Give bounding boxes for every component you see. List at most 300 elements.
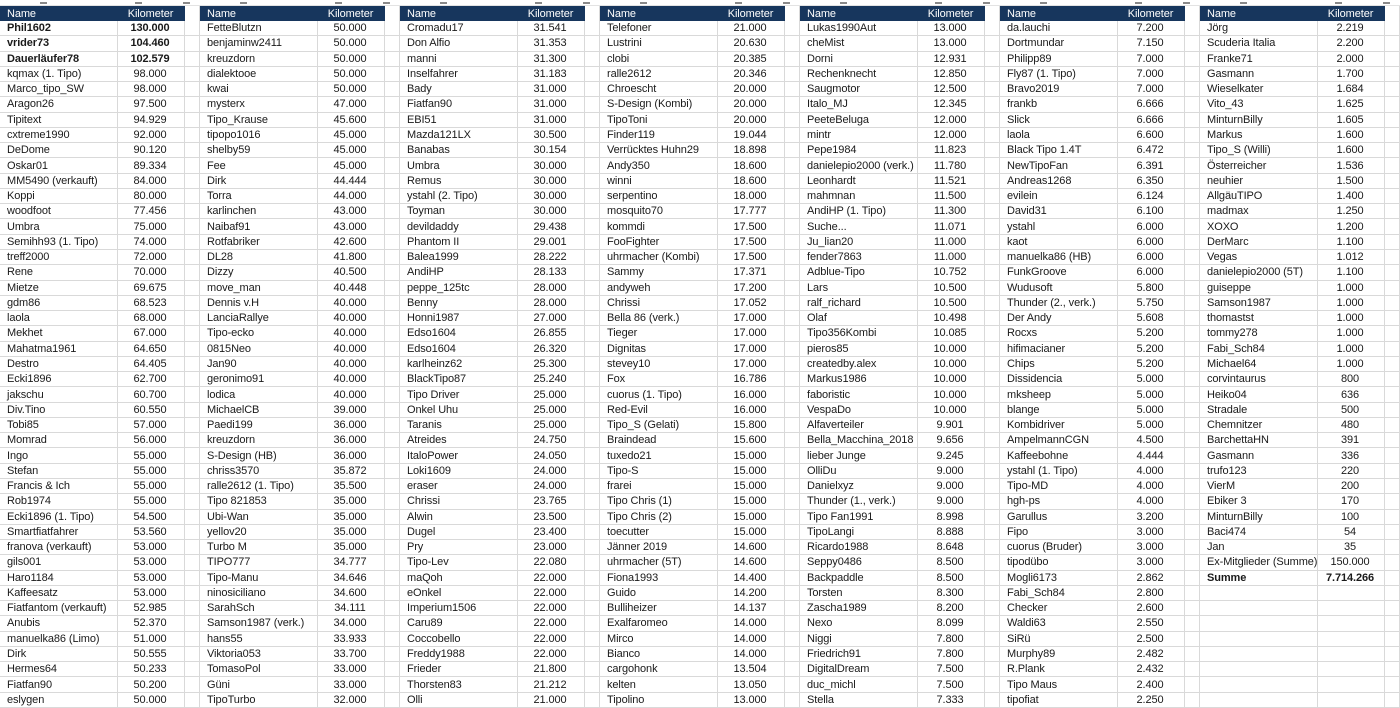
kilometer-cell[interactable]: 55.000 [118, 494, 185, 509]
name-cell[interactable]: eOnkel [400, 586, 518, 601]
kilometer-cell[interactable]: 15.000 [718, 448, 785, 463]
kilometer-cell[interactable]: 45.000 [318, 158, 385, 173]
name-cell[interactable]: AndiHP [400, 265, 518, 280]
name-cell[interactable]: Philipp89 [1000, 52, 1118, 67]
name-cell[interactable]: Fiatfantom (verkauft) [0, 601, 118, 616]
name-cell[interactable]: ystahl (1. Tipo) [1000, 464, 1118, 479]
kilometer-cell[interactable]: 42.600 [318, 235, 385, 250]
name-cell[interactable]: Waldi63 [1000, 616, 1118, 631]
kilometer-cell[interactable]: 6.100 [1118, 204, 1185, 219]
kilometer-cell[interactable]: 18.898 [718, 143, 785, 158]
kilometer-cell[interactable]: 51.000 [118, 632, 185, 647]
kilometer-cell[interactable]: 12.931 [918, 52, 985, 67]
kilometer-cell[interactable]: 15.600 [718, 433, 785, 448]
kilometer-cell[interactable]: 35.000 [318, 510, 385, 525]
name-cell[interactable]: Lustrini [600, 36, 718, 51]
kilometer-cell[interactable]: 4.000 [1118, 479, 1185, 494]
kilometer-cell[interactable]: 97.500 [118, 97, 185, 112]
name-cell[interactable]: danielepio2000 (verk.) [800, 158, 918, 173]
name-cell[interactable]: Exalfaromeo [600, 616, 718, 631]
name-cell[interactable]: David31 [1000, 204, 1118, 219]
kilometer-cell[interactable]: 7.000 [1118, 52, 1185, 67]
kilometer-cell[interactable]: 15.000 [718, 525, 785, 540]
column-header-name[interactable]: Name [1000, 6, 1118, 21]
name-cell[interactable]: cxtreme1990 [0, 128, 118, 143]
name-cell[interactable]: SarahSch [200, 601, 318, 616]
kilometer-cell[interactable]: 11.000 [918, 235, 985, 250]
kilometer-cell[interactable]: 12.000 [918, 113, 985, 128]
name-cell[interactable]: ralf_richard [800, 296, 918, 311]
kilometer-cell[interactable]: 64.405 [118, 357, 185, 372]
name-cell[interactable]: kreuzdorn [200, 433, 318, 448]
name-cell[interactable]: Red-Evil [600, 403, 718, 418]
name-cell[interactable]: Umbra [0, 219, 118, 234]
kilometer-cell[interactable]: 56.000 [118, 433, 185, 448]
kilometer-cell[interactable]: 60.700 [118, 387, 185, 402]
name-cell[interactable]: Fiatfan90 [400, 97, 518, 112]
name-cell[interactable]: MinturnBilly [1200, 510, 1318, 525]
kilometer-cell[interactable]: 2.482 [1118, 647, 1185, 662]
name-cell[interactable] [1200, 662, 1318, 677]
name-cell[interactable]: PeeteBeluga [800, 113, 918, 128]
kilometer-cell[interactable]: 21.000 [518, 693, 585, 708]
name-cell[interactable]: cuorus (1. Tipo) [600, 387, 718, 402]
kilometer-cell[interactable]: 31.183 [518, 67, 585, 82]
kilometer-cell[interactable]: 72.000 [118, 250, 185, 265]
name-cell[interactable]: Thunder (1., verk.) [800, 494, 918, 509]
kilometer-cell[interactable]: 22.000 [518, 571, 585, 586]
name-cell[interactable]: Braindead [600, 433, 718, 448]
kilometer-cell[interactable]: 17.000 [718, 357, 785, 372]
kilometer-cell[interactable]: 17.000 [718, 342, 785, 357]
name-cell[interactable]: Kaffeesatz [0, 586, 118, 601]
name-cell[interactable]: serpentino [600, 189, 718, 204]
name-cell[interactable]: Der Andy [1000, 311, 1118, 326]
kilometer-cell[interactable]: 50.000 [118, 693, 185, 708]
column-header-kilometer[interactable]: Kilometer [318, 6, 385, 21]
kilometer-cell[interactable]: 5.000 [1118, 418, 1185, 433]
kilometer-cell[interactable]: 1.250 [1318, 204, 1385, 219]
name-cell[interactable]: Dauerläufer78 [0, 52, 118, 67]
name-cell[interactable]: Tipo_S (Willi) [1200, 143, 1318, 158]
name-cell[interactable]: Imperium1506 [400, 601, 518, 616]
name-cell[interactable]: Caru89 [400, 616, 518, 631]
kilometer-cell[interactable]: 6.000 [1118, 235, 1185, 250]
kilometer-cell[interactable]: 21.000 [718, 21, 785, 36]
kilometer-cell[interactable]: 40.000 [318, 311, 385, 326]
name-cell[interactable]: Chroescht [600, 82, 718, 97]
kilometer-cell[interactable] [1318, 647, 1385, 662]
kilometer-cell[interactable]: 1.684 [1318, 82, 1385, 97]
kilometer-cell[interactable]: 80.000 [118, 189, 185, 204]
kilometer-cell[interactable]: 35.872 [318, 464, 385, 479]
name-cell[interactable]: Tipo-S [600, 464, 718, 479]
kilometer-cell[interactable]: 21.800 [518, 662, 585, 677]
name-cell[interactable]: ralle2612 [600, 67, 718, 82]
kilometer-cell[interactable]: 6.124 [1118, 189, 1185, 204]
name-cell[interactable]: da.lauchi [1000, 21, 1118, 36]
column-header-name[interactable]: Name [800, 6, 918, 21]
name-cell[interactable]: Ecki1896 (1. Tipo) [0, 510, 118, 525]
name-cell[interactable]: Stella [800, 693, 918, 708]
kilometer-cell[interactable]: 23.000 [518, 540, 585, 555]
name-cell[interactable]: Ecki1896 [0, 372, 118, 387]
name-cell[interactable]: mahmnan [800, 189, 918, 204]
kilometer-cell[interactable]: 9.000 [918, 479, 985, 494]
column-header-kilometer[interactable]: Kilometer [918, 6, 985, 21]
name-cell[interactable]: Tipo-ecko [200, 326, 318, 341]
kilometer-cell[interactable]: 34.777 [318, 555, 385, 570]
name-cell[interactable]: devildaddy [400, 219, 518, 234]
kilometer-cell[interactable]: 26.855 [518, 326, 585, 341]
name-cell[interactable]: VespaDo [800, 403, 918, 418]
name-cell[interactable]: AllgäuTIPO [1200, 189, 1318, 204]
name-cell[interactable]: evilein [1000, 189, 1118, 204]
kilometer-cell[interactable]: 1.000 [1318, 326, 1385, 341]
name-cell[interactable]: Turbo M [200, 540, 318, 555]
name-cell[interactable]: ystahl (2. Tipo) [400, 189, 518, 204]
kilometer-cell[interactable]: 14.000 [718, 616, 785, 631]
kilometer-cell[interactable]: 6.600 [1118, 128, 1185, 143]
name-cell[interactable]: Ricardo1988 [800, 540, 918, 555]
name-cell[interactable]: Honni1987 [400, 311, 518, 326]
kilometer-cell[interactable]: 55.000 [118, 448, 185, 463]
kilometer-cell[interactable]: 31.300 [518, 52, 585, 67]
name-cell[interactable]: tipofiat [1000, 693, 1118, 708]
kilometer-cell[interactable]: 2.219 [1318, 21, 1385, 36]
kilometer-cell[interactable]: 14.137 [718, 601, 785, 616]
kilometer-cell[interactable]: 30.000 [518, 158, 585, 173]
kilometer-cell[interactable]: 10.085 [918, 326, 985, 341]
kilometer-cell[interactable]: 7.714.266 [1318, 571, 1385, 586]
name-cell[interactable]: Oskar01 [0, 158, 118, 173]
name-cell[interactable]: Black Tipo 1.4T [1000, 143, 1118, 158]
kilometer-cell[interactable]: 5.000 [1118, 403, 1185, 418]
kilometer-cell[interactable]: 170 [1318, 494, 1385, 509]
kilometer-cell[interactable]: 17.052 [718, 296, 785, 311]
name-cell[interactable]: kommdi [600, 219, 718, 234]
column-header-name[interactable]: Name [400, 6, 518, 21]
kilometer-cell[interactable]: 16.000 [718, 403, 785, 418]
kilometer-cell[interactable]: 20.385 [718, 52, 785, 67]
name-cell[interactable]: pieros85 [800, 342, 918, 357]
kilometer-cell[interactable]: 1.600 [1318, 143, 1385, 158]
kilometer-cell[interactable]: 45.000 [318, 128, 385, 143]
kilometer-cell[interactable]: 7.200 [1118, 21, 1185, 36]
kilometer-cell[interactable]: 22.000 [518, 632, 585, 647]
kilometer-cell[interactable]: 100 [1318, 510, 1385, 525]
kilometer-cell[interactable]: 8.200 [918, 601, 985, 616]
kilometer-cell[interactable]: 220 [1318, 464, 1385, 479]
name-cell[interactable]: fender7863 [800, 250, 918, 265]
name-cell[interactable]: DerMarc [1200, 235, 1318, 250]
kilometer-cell[interactable]: 1.400 [1318, 189, 1385, 204]
kilometer-cell[interactable]: 11.823 [918, 143, 985, 158]
name-cell[interactable]: winni [600, 174, 718, 189]
kilometer-cell[interactable]: 25.000 [518, 418, 585, 433]
kilometer-cell[interactable]: 2.550 [1118, 616, 1185, 631]
name-cell[interactable]: tommy278 [1200, 326, 1318, 341]
kilometer-cell[interactable]: 150.000 [1318, 555, 1385, 570]
name-cell[interactable]: gdm86 [0, 296, 118, 311]
name-cell[interactable]: Michael64 [1200, 357, 1318, 372]
name-cell[interactable]: mosquito70 [600, 204, 718, 219]
kilometer-cell[interactable]: 2.432 [1118, 662, 1185, 677]
kilometer-cell[interactable]: 31.541 [518, 21, 585, 36]
kilometer-cell[interactable] [1318, 662, 1385, 677]
kilometer-cell[interactable]: 1.600 [1318, 128, 1385, 143]
name-cell[interactable]: DigitalDream [800, 662, 918, 677]
kilometer-cell[interactable]: 52.370 [118, 616, 185, 631]
name-cell[interactable]: Tipo Maus [1000, 677, 1118, 692]
kilometer-cell[interactable]: 54 [1318, 525, 1385, 540]
kilometer-cell[interactable]: 8.500 [918, 555, 985, 570]
kilometer-cell[interactable]: 41.800 [318, 250, 385, 265]
name-cell[interactable]: S-Design (HB) [200, 448, 318, 463]
kilometer-cell[interactable]: 33.700 [318, 647, 385, 662]
kilometer-cell[interactable]: 34.646 [318, 571, 385, 586]
name-cell[interactable]: Dennis v.H [200, 296, 318, 311]
name-cell[interactable]: Vegas [1200, 250, 1318, 265]
kilometer-cell[interactable]: 36.000 [318, 418, 385, 433]
name-cell[interactable]: Tipo-Manu [200, 571, 318, 586]
column-header-kilometer[interactable]: Kilometer [518, 6, 585, 21]
name-cell[interactable]: yellov20 [200, 525, 318, 540]
name-cell[interactable]: Chips [1000, 357, 1118, 372]
name-cell[interactable]: Mahatma1961 [0, 342, 118, 357]
name-cell[interactable]: Banabas [400, 143, 518, 158]
name-cell[interactable]: Rotfabriker [200, 235, 318, 250]
kilometer-cell[interactable]: 50.000 [318, 36, 385, 51]
name-cell[interactable]: cuorus (Bruder) [1000, 540, 1118, 555]
kilometer-cell[interactable]: 1.100 [1318, 265, 1385, 280]
kilometer-cell[interactable]: 14.600 [718, 540, 785, 555]
name-cell[interactable]: Tipo_S (Gelati) [600, 418, 718, 433]
name-cell[interactable]: Slick [1000, 113, 1118, 128]
name-cell[interactable]: Freddy1988 [400, 647, 518, 662]
name-cell[interactable]: mysterx [200, 97, 318, 112]
kilometer-cell[interactable]: 13.050 [718, 677, 785, 692]
kilometer-cell[interactable]: 33.933 [318, 632, 385, 647]
name-cell[interactable]: shelby59 [200, 143, 318, 158]
name-cell[interactable]: Tipo Fan1991 [800, 510, 918, 525]
name-cell[interactable]: Scuderia Italia [1200, 36, 1318, 51]
kilometer-cell[interactable]: 7.150 [1118, 36, 1185, 51]
name-cell[interactable]: Alfaverteiler [800, 418, 918, 433]
kilometer-cell[interactable]: 50.000 [318, 82, 385, 97]
name-cell[interactable]: Wieselkater [1200, 82, 1318, 97]
kilometer-cell[interactable]: 50.233 [118, 662, 185, 677]
name-cell[interactable]: Kaffeebohne [1000, 448, 1118, 463]
kilometer-cell[interactable]: 50.000 [318, 52, 385, 67]
name-cell[interactable]: Stradale [1200, 403, 1318, 418]
kilometer-cell[interactable]: 34.000 [318, 616, 385, 631]
kilometer-cell[interactable]: 18.000 [718, 189, 785, 204]
name-cell[interactable]: AmpelmannCGN [1000, 433, 1118, 448]
name-cell[interactable]: Semihh93 (1. Tipo) [0, 235, 118, 250]
kilometer-cell[interactable]: 20.000 [718, 113, 785, 128]
name-cell[interactable]: cheMist [800, 36, 918, 51]
name-cell[interactable]: kelten [600, 677, 718, 692]
name-cell[interactable]: Stefan [0, 464, 118, 479]
name-cell[interactable]: hifimacianer [1000, 342, 1118, 357]
kilometer-cell[interactable]: 50.200 [118, 677, 185, 692]
name-cell[interactable]: Rechenknecht [800, 67, 918, 82]
kilometer-cell[interactable]: 4.000 [1118, 464, 1185, 479]
name-cell[interactable]: chriss3570 [200, 464, 318, 479]
kilometer-cell[interactable]: 53.000 [118, 540, 185, 555]
name-cell[interactable]: hans55 [200, 632, 318, 647]
name-cell[interactable]: Jan90 [200, 357, 318, 372]
name-cell[interactable]: Pry [400, 540, 518, 555]
name-cell[interactable]: Garullus [1000, 510, 1118, 525]
name-cell[interactable]: Dirk [0, 647, 118, 662]
kilometer-cell[interactable]: 6.666 [1118, 97, 1185, 112]
kilometer-cell[interactable]: 40.500 [318, 265, 385, 280]
kilometer-cell[interactable]: 800 [1318, 372, 1385, 387]
kilometer-cell[interactable]: 44.444 [318, 174, 385, 189]
kilometer-cell[interactable]: 50.000 [318, 67, 385, 82]
kilometer-cell[interactable]: 2.862 [1118, 571, 1185, 586]
name-cell[interactable]: Ex-Mitglieder (Summe) [1200, 555, 1318, 570]
name-cell[interactable]: Fly87 (1. Tipo) [1000, 67, 1118, 82]
name-cell[interactable]: Güni [200, 677, 318, 692]
kilometer-cell[interactable]: 19.044 [718, 128, 785, 143]
kilometer-cell[interactable]: 94.929 [118, 113, 185, 128]
kilometer-cell[interactable]: 89.334 [118, 158, 185, 173]
name-cell[interactable]: Naibaf91 [200, 219, 318, 234]
kilometer-cell[interactable]: 6.000 [1118, 250, 1185, 265]
name-cell[interactable]: Don Alfio [400, 36, 518, 51]
kilometer-cell[interactable]: 10.500 [918, 281, 985, 296]
kilometer-cell[interactable]: 57.000 [118, 418, 185, 433]
name-cell[interactable]: lieber Junge [800, 448, 918, 463]
kilometer-cell[interactable]: 22.080 [518, 555, 585, 570]
kilometer-cell[interactable]: 84.000 [118, 174, 185, 189]
kilometer-cell[interactable]: 25.240 [518, 372, 585, 387]
column-header-name[interactable]: Name [600, 6, 718, 21]
kilometer-cell[interactable]: 20.000 [718, 82, 785, 97]
kilometer-cell[interactable]: 30.000 [518, 189, 585, 204]
kilometer-cell[interactable]: 130.000 [118, 21, 185, 36]
kilometer-cell[interactable]: 6.350 [1118, 174, 1185, 189]
kilometer-cell[interactable]: 43.000 [318, 204, 385, 219]
kilometer-cell[interactable]: 31.353 [518, 36, 585, 51]
kilometer-cell[interactable]: 18.600 [718, 158, 785, 173]
kilometer-cell[interactable]: 53.000 [118, 555, 185, 570]
kilometer-cell[interactable]: 17.000 [718, 326, 785, 341]
kilometer-cell[interactable]: 15.000 [718, 510, 785, 525]
name-cell[interactable]: ystahl [1000, 219, 1118, 234]
name-cell[interactable]: Thunder (2., verk.) [1000, 296, 1118, 311]
name-cell[interactable]: hgh-ps [1000, 494, 1118, 509]
kilometer-cell[interactable]: 1.625 [1318, 97, 1385, 112]
name-cell[interactable]: Tipo Chris (2) [600, 510, 718, 525]
kilometer-cell[interactable]: 98.000 [118, 82, 185, 97]
name-cell[interactable]: Telefoner [600, 21, 718, 36]
name-cell[interactable]: Zascha1989 [800, 601, 918, 616]
kilometer-cell[interactable]: 55.000 [118, 464, 185, 479]
name-cell[interactable]: Dizzy [200, 265, 318, 280]
kilometer-cell[interactable]: 40.448 [318, 281, 385, 296]
name-cell[interactable]: Dugel [400, 525, 518, 540]
kilometer-cell[interactable]: 14.000 [718, 647, 785, 662]
kilometer-cell[interactable]: 23.765 [518, 494, 585, 509]
name-cell[interactable]: Olaf [800, 311, 918, 326]
column-header-name[interactable]: Name [0, 6, 118, 21]
kilometer-cell[interactable]: 25.000 [518, 403, 585, 418]
kilometer-cell[interactable]: 62.700 [118, 372, 185, 387]
kilometer-cell[interactable]: 17.200 [718, 281, 785, 296]
name-cell[interactable]: neuhier [1200, 174, 1318, 189]
name-cell[interactable]: andyweh [600, 281, 718, 296]
kilometer-cell[interactable]: 30.000 [518, 174, 585, 189]
name-cell[interactable]: clobi [600, 52, 718, 67]
kilometer-cell[interactable]: 336 [1318, 448, 1385, 463]
kilometer-cell[interactable]: 1.605 [1318, 113, 1385, 128]
kilometer-cell[interactable]: 11.000 [918, 250, 985, 265]
kilometer-cell[interactable]: 15.000 [718, 479, 785, 494]
kilometer-cell[interactable]: 10.000 [918, 357, 985, 372]
kilometer-cell[interactable]: 64.650 [118, 342, 185, 357]
kilometer-cell[interactable]: 30.000 [518, 204, 585, 219]
kilometer-cell[interactable]: 1.000 [1318, 342, 1385, 357]
name-cell[interactable]: Mietze [0, 281, 118, 296]
name-cell[interactable]: Dirk [200, 174, 318, 189]
name-cell[interactable]: Torsten [800, 586, 918, 601]
kilometer-cell[interactable]: 1.700 [1318, 67, 1385, 82]
name-cell[interactable]: Edso1604 [400, 342, 518, 357]
kilometer-cell[interactable]: 6.000 [1118, 265, 1185, 280]
kilometer-cell[interactable]: 3.000 [1118, 555, 1185, 570]
kilometer-cell[interactable]: 40.000 [318, 296, 385, 311]
kilometer-cell[interactable]: 33.000 [318, 662, 385, 677]
name-cell[interactable]: Edso1604 [400, 326, 518, 341]
name-cell[interactable] [1200, 632, 1318, 647]
name-cell[interactable]: lodica [200, 387, 318, 402]
kilometer-cell[interactable]: 2.400 [1118, 677, 1185, 692]
kilometer-cell[interactable]: 6.666 [1118, 113, 1185, 128]
kilometer-cell[interactable]: 60.550 [118, 403, 185, 418]
kilometer-cell[interactable]: 68.523 [118, 296, 185, 311]
name-cell[interactable]: MichaelCB [200, 403, 318, 418]
name-cell[interactable]: Wudusoft [1000, 281, 1118, 296]
name-cell[interactable]: Toyman [400, 204, 518, 219]
name-cell[interactable]: Fiatfan90 [0, 677, 118, 692]
name-cell[interactable]: Umbra [400, 158, 518, 173]
name-cell[interactable]: Rene [0, 265, 118, 280]
kilometer-cell[interactable] [1318, 601, 1385, 616]
name-cell[interactable]: tipopo1016 [200, 128, 318, 143]
kilometer-cell[interactable]: 5.200 [1118, 357, 1185, 372]
kilometer-cell[interactable]: 31.000 [518, 97, 585, 112]
kilometer-cell[interactable]: 6.472 [1118, 143, 1185, 158]
kilometer-cell[interactable]: 43.000 [318, 219, 385, 234]
name-cell[interactable]: Chrissi [400, 494, 518, 509]
name-cell[interactable]: Frieder [400, 662, 518, 677]
kilometer-cell[interactable]: 5.200 [1118, 326, 1185, 341]
name-cell[interactable]: NewTipoFan [1000, 158, 1118, 173]
name-cell[interactable]: Verrücktes Huhn29 [600, 143, 718, 158]
name-cell[interactable]: peppe_125tc [400, 281, 518, 296]
name-cell[interactable]: Tipitext [0, 113, 118, 128]
kilometer-cell[interactable]: 50.555 [118, 647, 185, 662]
name-cell[interactable]: Fipo [1000, 525, 1118, 540]
name-cell[interactable]: laola [1000, 128, 1118, 143]
name-cell[interactable]: Hermes64 [0, 662, 118, 677]
kilometer-cell[interactable]: 22.000 [518, 586, 585, 601]
kilometer-cell[interactable]: 40.000 [318, 342, 385, 357]
